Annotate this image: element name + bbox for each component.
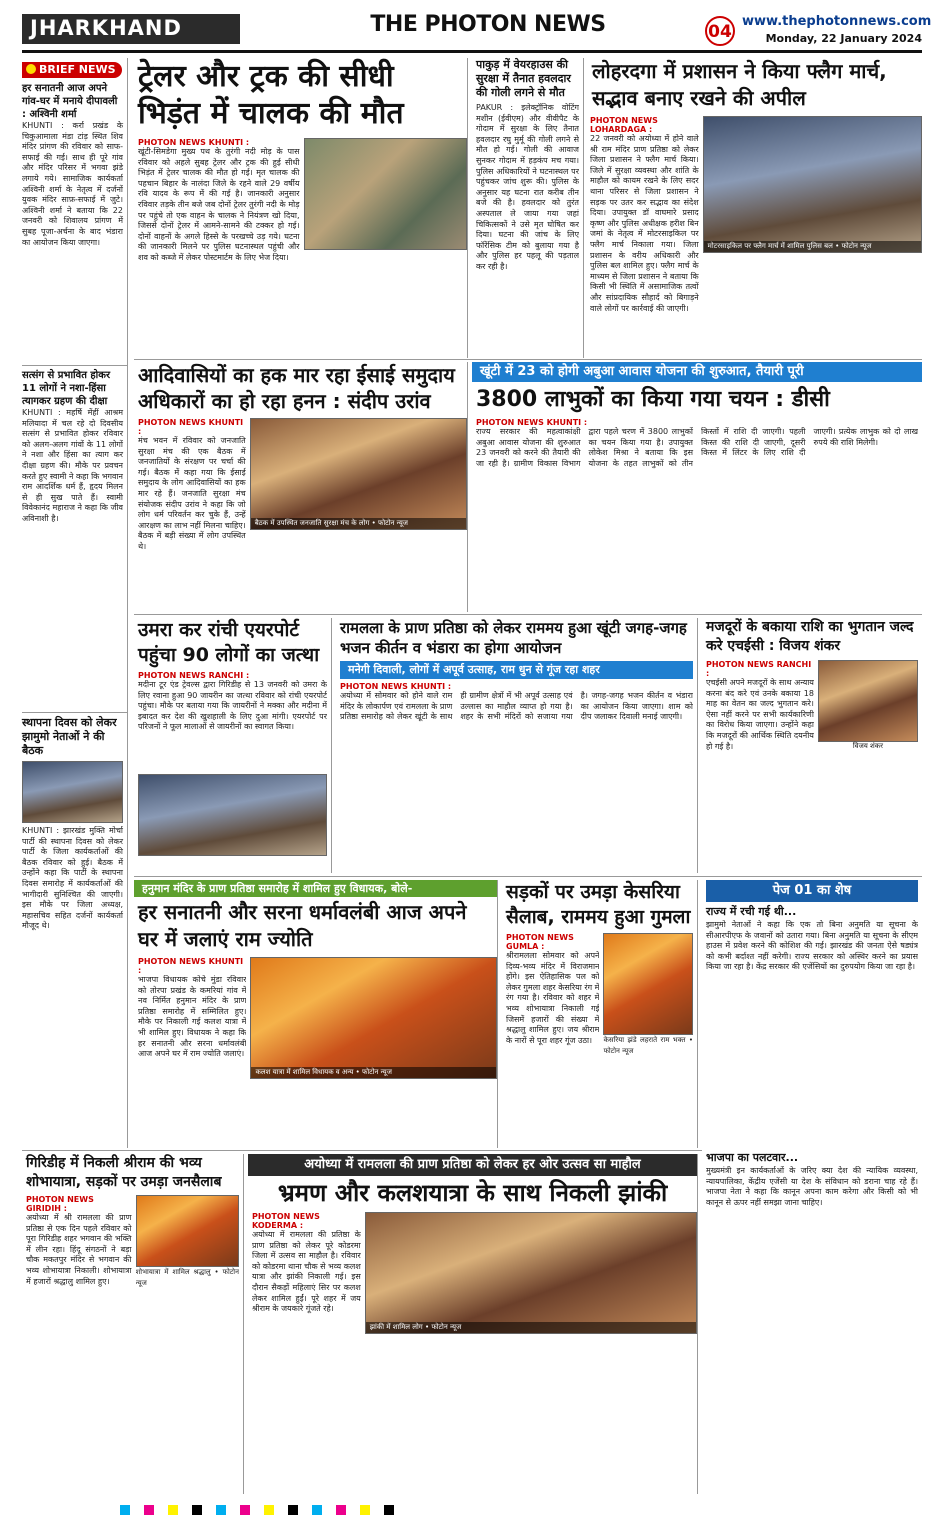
brief-item1-title[interactable]: हर सनातनी आज अपने गांव-घर में मनाये दीपावली : अश्विनी शर्मा bbox=[22, 83, 118, 120]
story-wages-caption: विजय शंकर bbox=[852, 742, 884, 750]
story-lohardaga-photo bbox=[703, 116, 922, 253]
story-awas-dateline: PHOTON NEWS KHUNTI : bbox=[476, 418, 588, 427]
story-hanuman-caption: कलश यात्रा में शामिल विधायक व अन्य • फोटोन न्यूज bbox=[251, 1067, 496, 1078]
story-koderma-dateline: PHOTON NEWS KODERMA : bbox=[252, 1212, 320, 1230]
story-trailer bbox=[134, 58, 468, 358]
yellow-swatch bbox=[360, 1505, 370, 1515]
masthead-logo[interactable] bbox=[368, 12, 608, 48]
cyan-swatch bbox=[216, 1505, 226, 1515]
story-adivasi-headline[interactable]: आदिवासियों का हक मार रहा ईसाई समुदाय अधिकारों का हो रहा हनन : संदीप उरांव bbox=[138, 363, 455, 413]
story-lohardaga bbox=[590, 58, 922, 358]
story-giridih-headline[interactable]: गिरिडीह में निकली श्रीराम की भव्य शोभायात्रा, सड़कों पर उमड़ा जनसैलाब bbox=[26, 1155, 222, 1190]
brief-news-label bbox=[22, 62, 122, 78]
story-wages-body: एचईसी अपने मजदूरों के साथ अन्याय करना बंद करे एवं उनके बकाया 18 माह का वेतन का जल्द भुगतान करे। ऐसा नहीं करने पर सभी कार्यकारिणी का विरोध किया जाएगा। उन्होंने कहा कि मजदूरों की आर्थिक स्थिति दयनीय हो गई है। bbox=[706, 678, 814, 751]
story-trailer-dateline: PHOTON NEWS KHUNTI : bbox=[138, 138, 250, 147]
page-one-rest-part2 bbox=[702, 1150, 922, 1494]
page-one-rest bbox=[702, 880, 922, 1148]
story-wages-headline[interactable]: मजदूरों के बकाया राशि का भुगतान जल्द करे एचईसी : विजय शंकर bbox=[706, 619, 914, 654]
story-lohardaga-caption: मोटरसाइकिल पर फ्लैग मार्च में शामिल पुलिस बल • फोटोन न्यूज bbox=[704, 241, 921, 252]
story-gumla-photo bbox=[603, 933, 693, 1035]
story-hanuman-headline[interactable]: हर सनातनी और सरना धर्मावलंबी आज अपने घर में जलाएं राम ज्योति bbox=[138, 900, 467, 951]
brief-item1-body: KHUNTI : कर्रा प्रखंड के चिकुआमाला मंडा टांड़ स्थित शिव मंदिर प्रांगण की रविवार को साफ-सफाई की गई। साथ ही पूरे गांव और मंदिर परिसर में भगवा झंडे लगाये गये। सामाजिक कार्यकर्ता अश्विनी शर्मा के नेतृत्व में दर्जनों युवक मंदिर साफ़-सफाई में जुटे। अश्विनी शर्मा ने बताया कि 22 जनवरी को शिवालय प्रांगण में सुबह पूजा-अर्चना के बाद भंडारा का आयोजन किया जाएगा। bbox=[22, 121, 123, 247]
story-ramlala-banner[interactable]: मनेगी दिवाली, लोगों में अपूर्व उत्साह, राम धुन से गूंज रहा शहर bbox=[340, 661, 693, 679]
story-giridih bbox=[22, 1154, 244, 1494]
black-swatch bbox=[192, 1505, 202, 1515]
section-label: JHARKHAND bbox=[22, 14, 240, 44]
brief-item3-body: KHUNTI : झारखंड मुक्ति मोर्चा पार्टी की स्थापना दिवस को लेकर पार्टी के जिला कार्यकर्ताओं की बैठक रविवार को हुई। बैठक में उन्होंने कहा कि पार्टी के स्थापना दिवस समारोह में कार्यकर्ताओं की भागीदारी सुनिश्चित की जाएगी। इस मौके पर जिला अध्यक्ष, महासचिव सहित दर्जनों कार्यकर्ता मौजूद थे। bbox=[22, 826, 123, 931]
story-gumla-caption: केसरिया झंडे लहराते राम भक्त • फोटोन न्यूज bbox=[603, 1036, 693, 1055]
story-awas-body: राज्य सरकार की महत्वाकांक्षी अबुआ आवास योजना की शुरुआत 23 जनवरी को करने की तैयारी की जा रही है। ग्रामीण विकास विभाग द्वारा पहले चरण में 3800 लाभुकों का चयन किया गया है। उपायुक्त लोकेश मिश्रा ने बताया कि इस योजना के तहत लाभुकों को तीन किस्तों में राशि दी जाएगी। पहली किस्त की राशि दी जाएगी, दूसरी किस्त में लिंटर के लिए राशि दी जाएगी। प्रत्येक लाभुक को दो लाख रुपये की राशि मिलेगी। bbox=[476, 427, 918, 468]
story-giridih-body: अयोध्या में श्री रामलला की प्राण प्रतिष्ठा से एक दिन पहले रविवार को पूरा गिरिडीह शहर भगवान की भक्ति में लीन रहा। हिंदू संगठनों ने बड़ा चौक मकतपुर मंदिर से भगवान की भव्य शोभायात्रा निकाली। शोभायात्रा में हजारों श्रद्धालु शामिल हुए। bbox=[26, 1213, 132, 1286]
story-koderma-banner[interactable]: अयोध्या में रामलला की प्राण प्रतिष्ठा को लेकर हर ओर उत्सव सा माहौल bbox=[248, 1154, 697, 1176]
story-trailer-body: खूंटी-सिमडेगा मुख्य पथ के तुरंगी नदी मोड़ के पास रविवार को अहले सुबह ट्रेलर और ट्रक की हुई सीधी भिड़ंत में ट्रेलर चालक की मौत हो गई। मृत चालक की पहचान बिहार के नालंदा जिले के रहने वाले 29 वर्षीय रवि यादव के रूप में की गई है। जानकारी अनुसार रविवार तड़के तीन बजे जब दोनों ट्रेलर तुरंगी नदी के मोड़ पर पहुंचे तो एक वाहन के चालक ने नियंत्रण खो दिया, जिससे दोनों ट्रेलर में आमने-सामने की टक्कर हो गई। दोनों वाहनों के अगले हिस्से के परखच्चे उड़ गये। घटना की जानकारी मिलने पर पुलिस घटनास्थल पहुंची और शव को कब्जे में लेकर पोस्टमार्टम के लिए भेज दिया। bbox=[138, 147, 300, 262]
story-giridih-photo bbox=[136, 1195, 240, 1267]
masthead-title: THE PHOTON NEWS bbox=[370, 12, 606, 37]
page-one-rest-body2: मुख्यमंत्री इन कार्यकर्ताओं के जरिए क्या देश की न्यायिक व्यवस्था, न्यायपालिका, केंद्रीय एजेंसी या देश के संविधान को डराना चाह रहे हैं। भाजपा नेता ने कहा कि कानून अपना काम करेगा और किसी को भी कानून से ऊपर नहीं समझा जाना चाहिए। bbox=[706, 1166, 918, 1207]
website-link[interactable]: www.thephotonnews.com bbox=[742, 14, 932, 29]
story-lohardaga-dateline: PHOTON NEWS LOHARDAGA : bbox=[590, 116, 658, 134]
story-hanuman-banner[interactable]: हनुमान मंदिर के प्राण प्रतिष्ठा समारोह में शामिल हुए विधायक, बोले- bbox=[134, 880, 497, 897]
story-hanuman-dateline: PHOTON NEWS KHUNTI : bbox=[138, 957, 244, 975]
divider bbox=[22, 1150, 702, 1151]
divider bbox=[134, 876, 922, 877]
story-wages bbox=[702, 618, 922, 873]
story-hanuman bbox=[134, 880, 498, 1148]
story-awas-banner[interactable]: खूंटी में 23 को होगी अबुआ आवास योजना की शुरुआत, तैयारी पूरी bbox=[472, 362, 922, 382]
story-adivasi-body: मंच भवन में रविवार को जनजाति सुरक्षा मंच की एक बैठक में जनजातियों के संरक्षण पर चर्चा की गई। बैठक में कहा गया कि ईसाई समुदाय के लोग आदिवासियों का हक मार रहे हैं। जनजाति सुरक्षा मंच संयोजक संदीप उरांव ने कहा कि जो लोग धर्म परिवर्तन कर चुके हैं, उन्हें आरक्षण का लाभ नहीं मिलना चाहिए। बैठक में बड़ी संख्या में लोग उपस्थित थे। bbox=[138, 436, 246, 551]
issue-date: Monday, 22 January 2024 bbox=[765, 32, 922, 45]
story-gumla-body: श्रीरामलला सोमवार को अपने दिव्य-भव्य मंदिर में विराजमान होंगे। इस ऐतिहासिक पल को लेकर गुमला शहर केसरिया रंग में रंग गया है। रविवार को शहर में भव्य शोभायात्रा निकाली गई जिसमें हजारों की संख्या में श्रद्धालु शामिल हुए। जय श्रीराम के नारों से पूरा शहर गूंज उठा। bbox=[506, 951, 600, 1045]
brief-item2-title[interactable]: सत्संग से प्रभावित होकर 11 लोगों ने नशा-हिंसा त्यागकर ग्रहण की दीक्षा bbox=[22, 365, 127, 408]
magenta-swatch bbox=[336, 1505, 346, 1515]
page-one-rest-banner[interactable]: पेज 01 का शेष bbox=[706, 880, 918, 902]
story-hanuman-photo bbox=[250, 957, 497, 1079]
story-ramlala-dateline: PHOTON NEWS KHUNTI : bbox=[340, 682, 452, 691]
page-one-rest-body1: झामुमो नेताओं ने कहा कि एक तो बिना अनुमति या सूचना के सीआरपीएफ के जवानों को उतारा गया। बिना अनुमति या सूचना के सीएम हाउस में प्रवेश करने की कोशिश की गई। झारखंड की जनता ऐसे षड्यंत्र को कभी बर्दाश्त नहीं करेगी। राज्य सरकार को अस्थिर करने का प्रयास किया जा रहा है। केंद्र सरकार की एजेंसियों का दुरुपयोग किया जा रहा है। bbox=[706, 920, 918, 972]
story-wages-photo bbox=[818, 660, 918, 742]
story-koderma bbox=[248, 1154, 698, 1494]
story-adivasi-caption: बैठक में उपस्थित जनजाति सुरक्षा मंच के लोग • फोटोन न्यूज bbox=[251, 518, 466, 529]
story-awas-headline[interactable]: 3800 लाभुकों का किया गया चयन : डीसी bbox=[476, 387, 830, 412]
header-rule bbox=[22, 50, 922, 53]
story-giridih-caption: शोभायात्रा में शामिल श्रद्धालु • फोटोन न्यूज bbox=[135, 1268, 239, 1287]
story-wages-dateline: PHOTON NEWS RANCHI : bbox=[706, 660, 812, 678]
story-airport-body: मदीना टूर एंड ट्रेवल्स द्वारा गिरिडीह से 13 जनवरी को उमरा के लिए रवाना हुआ 90 जायरीन का जत्था रविवार को रांची एयरपोर्ट पहुंचा। मौके पर बताया गया कि जायरीनों ने मक्का और मदीना में इबादत कर देश की खुशहाली के लिए दुआ मांगी। एयरपोर्ट पर परिजनों ने फूल मालाओं से जायरीनों का स्वागत किया। bbox=[138, 680, 327, 732]
story-trailer-photo bbox=[304, 138, 468, 250]
yellow-swatch bbox=[168, 1505, 178, 1515]
brief-news-column bbox=[22, 58, 128, 1148]
story-koderma-body: अयोध्या में रामलला की प्रतिष्ठा के प्राण प्रतिष्ठा को लेकर पूरे कोडरमा जिला में उत्सव सा माहौल है। रविवार को कोडरमा थाना चौक से भव्य कलश यात्रा और झांकी निकाली गई। इस दौरान सैकड़ों महिलाएं सिर पर कलश लेकर शामिल हुईं। पूरे शहर में जय श्रीराम के जयकारे गूंजते रहे। bbox=[252, 1230, 361, 1314]
story-adivasi-dateline: PHOTON NEWS KHUNTI : bbox=[138, 418, 244, 436]
black-swatch bbox=[384, 1505, 394, 1515]
story-ramlala-headline[interactable]: रामलला के प्राण प्रतिष्ठा को लेकर राममय हुआ खूंटी जगह-जगह भजन कीर्तन व भंडारा का होगा आयोजन bbox=[340, 619, 687, 657]
story-ramlala bbox=[336, 618, 698, 873]
brief-label-text: BRIEF NEWS bbox=[39, 63, 116, 76]
story-pakur bbox=[472, 58, 584, 358]
story-adivasi bbox=[134, 362, 468, 612]
divider bbox=[134, 359, 922, 360]
brief-item2-body: KHUNTI : महर्षि मेंहीं आश्रम मलियादा में चल रहे दो दिवसीय सत्संग से प्रभावित होकर रविवार को अलग-अलग गांवों के 11 लोगों ने नशा और हिंसा का त्याग कर दीक्षा ग्रहण की। मौके पर प्रवचन करते हुए स्वामी ने कहा कि भगवान राम आदर्शिक धर्म हैं, हृदय मिलन से ही सुख पाते हैं। स्वामी विवेकानंद महाराज ने कहा कि जीव अविनाशी है। bbox=[22, 408, 123, 523]
magenta-swatch bbox=[240, 1505, 250, 1515]
page-one-rest-head2[interactable]: भाजपा का पलटवार... bbox=[706, 1151, 799, 1164]
story-awas bbox=[472, 362, 922, 612]
story-giridih-dateline: PHOTON NEWS GIRIDIH : bbox=[26, 1195, 94, 1213]
story-hanuman-body: भाजपा विधायक कोचे मुंडा रविवार को तोरपा प्रखंड के कमरियां गांव में नव निर्मित हनुमान मंदिर के प्राण प्रतिष्ठा समारोह में सम्मिलित हुए। मौके पर निकाली गई कलश यात्रा में भी शामिल हुए। विधायक ने कहा कि हर सनातनी और सरना धर्मावलंबी आज अपने घर में राम ज्योति जलाएं। bbox=[138, 975, 247, 1059]
story-airport-photo bbox=[138, 774, 327, 856]
cyan-swatch bbox=[120, 1505, 130, 1515]
story-adivasi-photo bbox=[250, 418, 467, 530]
story-pakur-headline[interactable]: पाकुड़ में वेयरहाउस की सुरक्षा में तैनात हवलदार की गोली लगने से मौत bbox=[476, 58, 571, 99]
brief-item3-title[interactable]: स्थापना दिवस को लेकर झामुमो नेताओं ने की बैठक bbox=[22, 712, 127, 758]
magenta-swatch bbox=[144, 1505, 154, 1515]
story-koderma-photo bbox=[365, 1212, 697, 1334]
black-swatch bbox=[288, 1505, 298, 1515]
story-airport-headline[interactable]: उमरा कर रांची एयरपोर्ट पहुंचा 90 लोगों का जत्था bbox=[138, 619, 320, 666]
story-trailer-headline[interactable]: ट्रेलर और ट्रक की सीधी भिड़ंत में चालक की मौत bbox=[138, 59, 404, 131]
story-gumla-headline[interactable]: सड़कों पर उमड़ा केसरिया सैलाब, राममय हुआ गुमला bbox=[506, 881, 691, 928]
page-number: 04 bbox=[705, 16, 735, 46]
story-ramlala-body: अयोध्या में सोमवार को होने वाले राम मंदिर के लोकार्पण एवं रामलला के प्राण प्रतिष्ठा समारोह को लेकर खूंटी के साथ ही ग्रामीण क्षेत्रों में भी अपूर्व उत्साह एवं उल्लास का माहौल व्याप्त हो गया है। शहर के सभी मंदिरों को सजाया गया है। जगह-जगह भजन कीर्तन व भंडारा का आयोजन किया जाएगा। शाम को दीप जलाकर दिवाली मनाई जाएगी। bbox=[340, 691, 693, 722]
story-koderma-caption: झांकी में शामिल लोग • फोटोन न्यूज bbox=[366, 1322, 696, 1333]
cyan-swatch bbox=[312, 1505, 322, 1515]
story-pakur-body: PAKUR : इलेक्ट्रॉनिक वोटिंग मशीन (ईवीएम) और वीवीपैट के गोदाम में सुरक्षा के लिए तैनात हवलदार रघु मुर्मू की गोली लगने से मौत हो गई। गोली की आवाज सुनकर गोदाम में हड़कंप मच गया। पुलिस अधिकारियों ने घटनास्थल पर पहुंचकर जांच शुरू की। पुलिस के अनुसार यह घटना रात करीब तीन बजे की है। हवलदार को तुरंत अस्पताल ले जाया गया जहां चिकित्सकों ने उसे मृत घोषित कर दिया। घटना की जांच के लिए फॉरेंसिक टीम को बुलाया गया है और पुलिस हर पहलू की पड़ताल कर रही है। bbox=[476, 103, 579, 271]
story-koderma-headline[interactable]: भ्रमण और कलशयात्रा के साथ निकली झांकी bbox=[277, 1179, 668, 1207]
divider bbox=[134, 614, 922, 615]
brief-item3-photo bbox=[22, 761, 123, 823]
story-gumla-dateline: PHOTON NEWS GUMLA : bbox=[506, 933, 574, 951]
page-one-rest-head1[interactable]: राज्य में रची गई थी... bbox=[706, 905, 797, 918]
color-registration-strip bbox=[120, 1500, 820, 1510]
brief-icon bbox=[26, 64, 36, 74]
yellow-swatch bbox=[264, 1505, 274, 1515]
story-airport bbox=[134, 618, 332, 873]
story-gumla bbox=[502, 880, 698, 1148]
story-airport-dateline: PHOTON NEWS RANCHI : bbox=[138, 671, 250, 680]
story-lohardaga-headline[interactable]: लोहरदगा में प्रशासन ने किया फ्लैग मार्च, सद्भाव बनाए रखने की अपील bbox=[592, 59, 887, 110]
story-lohardaga-body: 22 जनवरी को अयोध्या में होने वाले श्री राम मंदिर प्राण प्रतिष्ठा को लेकर जिला प्रशासन ने फ्लैग मार्च किया। जिले में सुरक्षा व्यवस्था और शांति के माहौल को कायम रखने के लिए सदर थाना परिसर से जिला प्रशासन ने सड़क पर उतर कर सद्भाव का संदेश दिया। उपायुक्त डॉ वाघमारे प्रसाद कृष्ण और पुलिस अधीक्षक हरीश बिन जमां के नेतृत्व में मोटरसाइकिल पर फ्लैग मार्च निकाला गया। जिला प्रशासन के वरीय अधिकारी और पुलिस बल शामिल हुए। फ्लैग मार्च के माध्यम से जिला प्रशासन ने बताया कि किसी भी स्थिति में असामाजिक तत्वों और सांप्रदायिक सौहार्द को बिगाड़ने वाले लोगों पर कार्रवाई की जाएगी। bbox=[590, 134, 699, 313]
